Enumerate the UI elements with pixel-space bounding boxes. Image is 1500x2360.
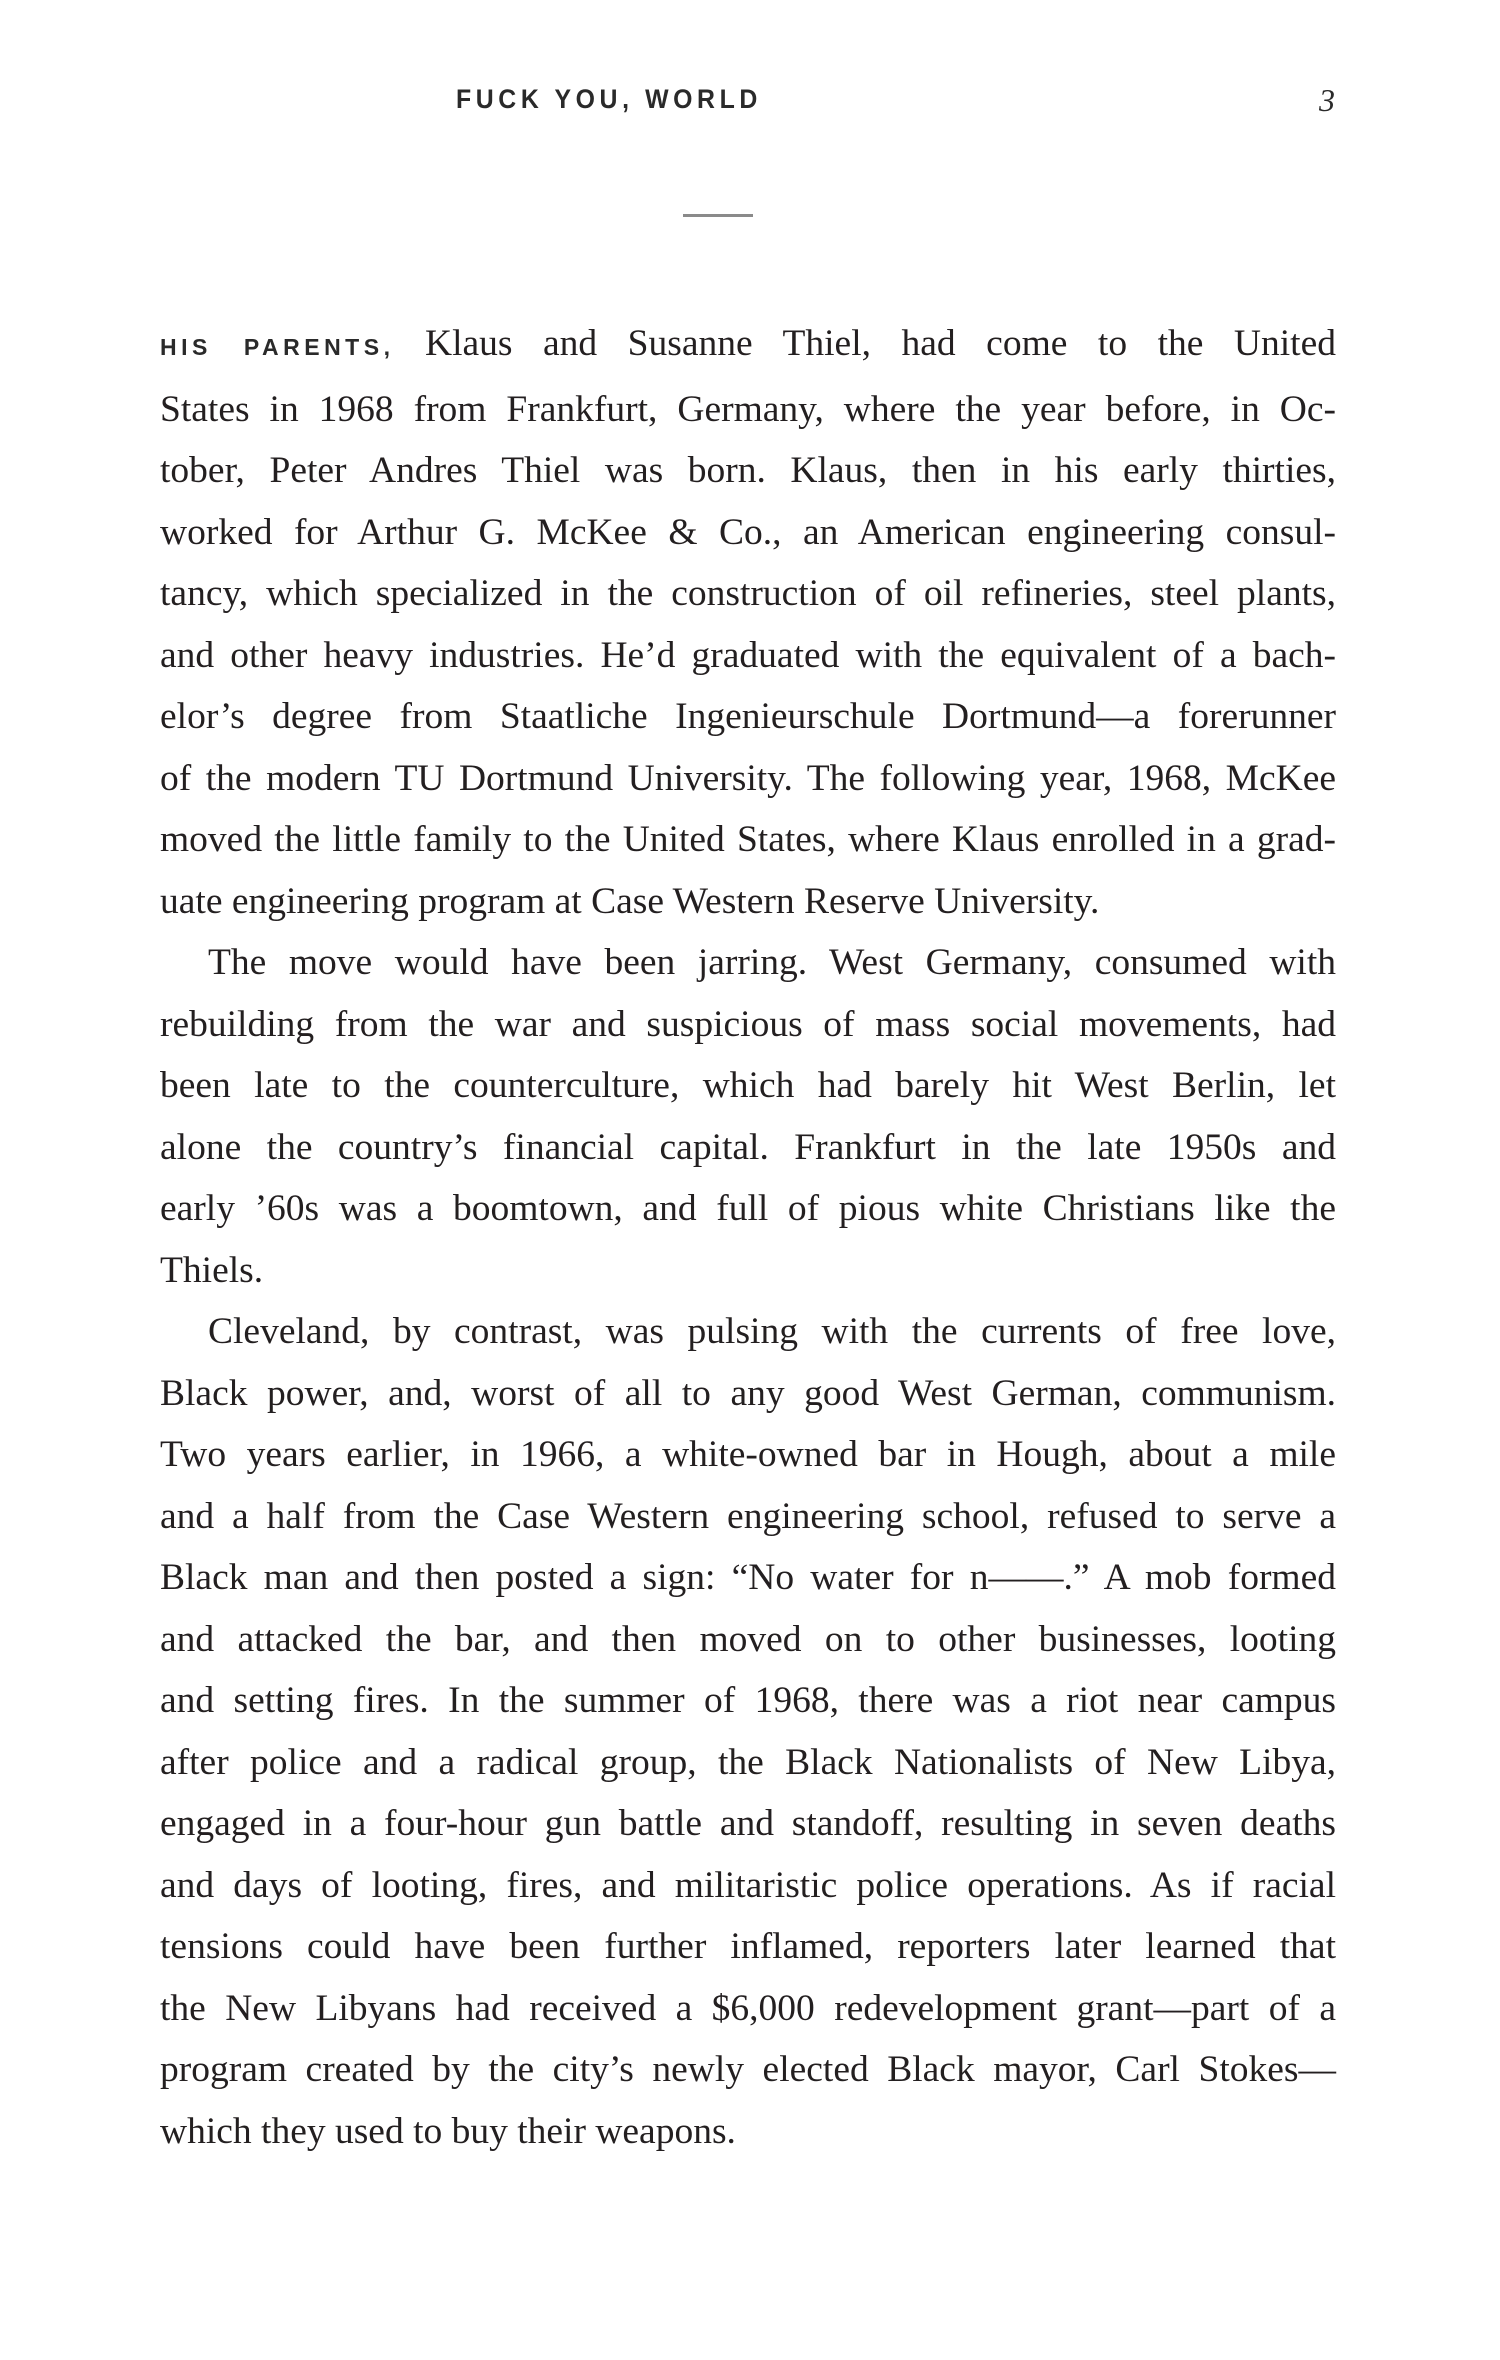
text-line: program created by the city’s newly elected Black mayor, Carl Stokes— [160,2049,1336,2090]
section-break-rule [683,214,753,217]
running-title: FUCK YOU, WORLD [456,84,762,114]
body-text [160,313,1336,2162]
text-line: and days of looting, fires, and militaristic police operations. As if racial [160,1864,1336,1906]
text-line: States in 1968 from Frankfurt, Germany, where the year before, in Oc- [160,388,1336,430]
text-line: tancy, which specialized in the construction of oil refineries, steel plants, [160,573,1336,614]
text-line: and attacked the bar, and then moved on to other businesses, looting [160,1618,1336,1660]
text-line: after police and a radical group, the Black Nationalists of New Libya, [160,1741,1336,1783]
paragraph-2 [160,932,1336,1301]
text-line: of the modern TU Dortmund University. The following year, 1968, McKee [160,757,1336,799]
text-line: and other heavy industries. He’d graduated with the equivalent of a bach- [160,634,1336,676]
paragraph-3 [160,1301,1336,2162]
text-line: Two years earlier, in 1966, a white-owned bar in Hough, about a mile [160,1434,1336,1475]
text-line: moved the little family to the United States, where Klaus enrolled in a grad- [160,819,1336,860]
text-line: Black power, and, worst of all to any good West German, communism. [160,1372,1336,1414]
text-line: Cleveland, by contrast, was pulsing with the currents of free love, [208,1311,1336,1352]
text-line: rebuilding from the war and suspicious of mass social movements, had [160,1003,1336,1045]
text-line: elor’s degree from Staatliche Ingenieurschule Dortmund—a forerunner [160,696,1336,737]
text-line: been late to the counterculture, which had barely hit West Berlin, let [160,1065,1336,1106]
text-line: tensions could have been further inflamed, reporters later learned that [160,1926,1336,1967]
text-line: The move would have been jarring. West Germany, consumed with [208,942,1336,983]
text-line: Thiels. [160,1249,264,1291]
text-line: engaged in a four-hour gun battle and standoff, resulting in seven deaths [160,1803,1336,1844]
text-line: the New Libyans had received a $6,000 redevelopment grant—part of a [160,1987,1336,2029]
text-line: which they used to buy their weapons. [160,2110,736,2152]
text-line: tober, Peter Andres Thiel was born. Klaus, then in his early thirties, [160,450,1336,491]
running-head [0,84,1500,124]
paragraph-lead-in: HIS PARENTS, [160,334,395,360]
text-line: and a half from the Case Western engineering school, refused to serve a [160,1495,1336,1537]
text-line: and setting fires. In the summer of 1968, there was a riot near campus [160,1680,1336,1721]
text-line: HIS PARENTS, Klaus and Susanne Thiel, had come to the United [160,323,1336,364]
text-line: worked for Arthur G. McKee & Co., an American engineering consul- [160,511,1336,553]
text-line: alone the country’s financial capital. Frankfurt in the late 1950s and [160,1126,1336,1168]
text-line: uate engineering program at Case Western Reserve University. [160,880,1100,922]
text-line: Black man and then posted a sign: “No water for n——.” A mob formed [160,1557,1336,1598]
text-line: early ’60s was a boomtown, and full of pious white Christians like the [160,1188,1336,1229]
page-number: 3 [1319,82,1335,118]
paragraph-1 [160,313,1336,932]
